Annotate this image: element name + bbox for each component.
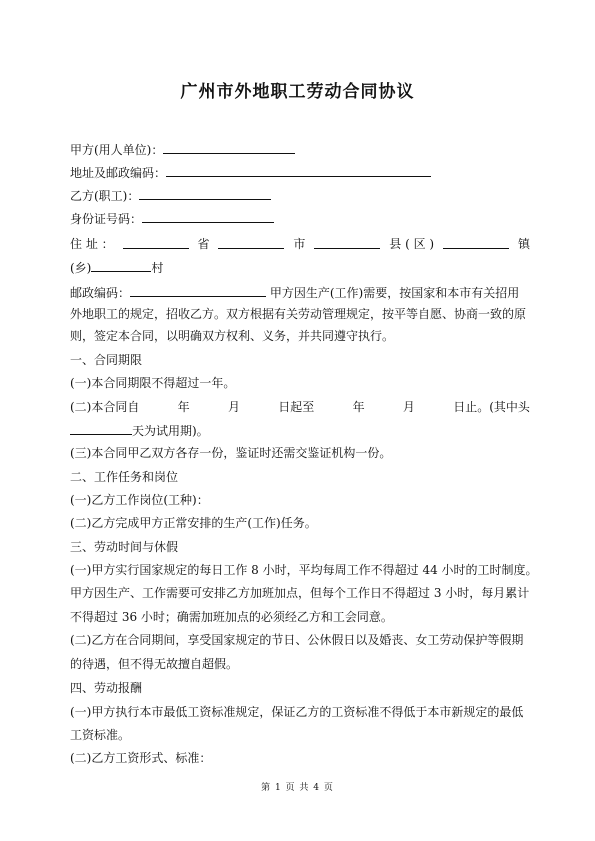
- town-blank: [443, 236, 509, 249]
- section-heading-3: 三、劳动时间与休假: [70, 540, 179, 554]
- section-heading-2: 二、工作任务和岗位: [70, 470, 179, 484]
- clause-4-2: (二)乙方工资形式、标准：: [70, 751, 212, 765]
- clause-3-1-line-2: 甲方因生产、工作需要可安排乙方加班加点，但每个工作日不得超过 3 小时，每月累计: [70, 586, 530, 600]
- clause-1-2-text-g: 日止。(其中头: [453, 400, 530, 414]
- clause-4-1-line-2: 工资标准。: [70, 728, 131, 742]
- clause-1-2-year-1: 年: [177, 400, 190, 414]
- county-blank: [314, 236, 380, 249]
- city-label: 市: [293, 237, 306, 251]
- party-b-label: 乙方(职工)：: [70, 189, 140, 203]
- page-number: 第 1 页 共 4 页: [261, 783, 334, 793]
- zip-blank: [130, 284, 266, 297]
- party-a-line: [70, 141, 530, 158]
- town-label: 镇: [517, 237, 530, 251]
- village-line: [70, 259, 530, 276]
- page-title: 广州市外地职工劳动合同协议: [180, 82, 415, 102]
- address-zip-label: 地址及邮政编码：: [70, 166, 167, 180]
- zip-label: 邮政编码：: [70, 286, 131, 300]
- clause-1-1: (一)本合同期限不得超过一年。: [70, 376, 236, 390]
- province-label: 省: [197, 237, 210, 251]
- party-a-label: 甲方(用人单位)：: [70, 143, 164, 157]
- address-zip-line: [70, 164, 530, 181]
- county-label: 县 ( 区 ): [389, 237, 435, 251]
- clause-2-2: (二)乙方完成甲方正常安排的生产(工作)任务。: [70, 516, 317, 530]
- clause-1-2-cont: [70, 422, 530, 439]
- party-a-blank: [163, 141, 295, 154]
- section-heading-4: 四、劳动报酬: [70, 681, 143, 695]
- clause-3-2-line-1: (二)乙方在合同期间，享受国家规定的节日、公休假日以及婚丧、女工劳动保护等假期: [70, 633, 524, 647]
- clause-1-2-text-a: (二)本合同自: [70, 400, 140, 414]
- clause-1-2: [70, 399, 530, 415]
- intro-line-1: [70, 284, 530, 301]
- city-blank: [218, 236, 284, 249]
- party-b-line: [70, 187, 530, 204]
- address-zip-blank: [166, 164, 431, 177]
- intro-text-1: 甲方因生产(工作)需要，按国家和本市有关招用: [269, 286, 520, 300]
- probation-text: 天为试用期)。: [132, 424, 209, 438]
- clause-2-1: (一)乙方工作岗位(工种)：: [70, 493, 209, 507]
- clause-1-2-month-1: 月: [227, 400, 240, 414]
- village-blank: [91, 259, 151, 272]
- section-heading-1: 一、合同期限: [70, 353, 143, 367]
- intro-line-3: 则，签定本合同，以明确双方权利、义务，并共同遵守执行。: [70, 329, 395, 343]
- probation-days-blank: [70, 422, 132, 435]
- clause-1-2-text-d: 日起至: [278, 400, 315, 414]
- clause-1-2-year-2: 年: [352, 400, 365, 414]
- township-label: (乡): [70, 261, 92, 275]
- clause-1-2-month-2: 月: [402, 400, 415, 414]
- clause-1-3: (三)本合同甲乙双方各存一份，鉴证时还需交鉴证机构一份。: [70, 446, 392, 460]
- id-number-line: [70, 210, 530, 227]
- id-number-label: 身份证号码：: [70, 212, 143, 226]
- id-number-blank: [142, 210, 274, 223]
- clause-3-1-line-1: (一)甲方实行国家规定的每日工作 8 小时，平均每周工作不得超过 44 小时的工时制度。: [70, 563, 538, 577]
- party-b-blank: [139, 187, 271, 200]
- clause-3-1-line-3: 不得超过 36 小时；确需加班加点的必须经乙方和工会同意。: [70, 610, 393, 624]
- province-blank: [123, 236, 189, 249]
- residence-label: 住 址 ：: [70, 237, 114, 251]
- clause-4-1-line-1: (一)甲方执行本市最低工资标准规定，保证乙方的工资标准不得低于本市新规定的最低: [70, 705, 524, 719]
- village-label: 村: [151, 261, 164, 275]
- residence-line: [70, 236, 530, 252]
- intro-line-2: 外地职工的规定，招收乙方。双方根据有关劳动管理规定，按平等自愿、协商一致的原: [70, 307, 527, 321]
- clause-3-2-line-2: 的待遇，但不得无故擅自超假。: [70, 657, 239, 671]
